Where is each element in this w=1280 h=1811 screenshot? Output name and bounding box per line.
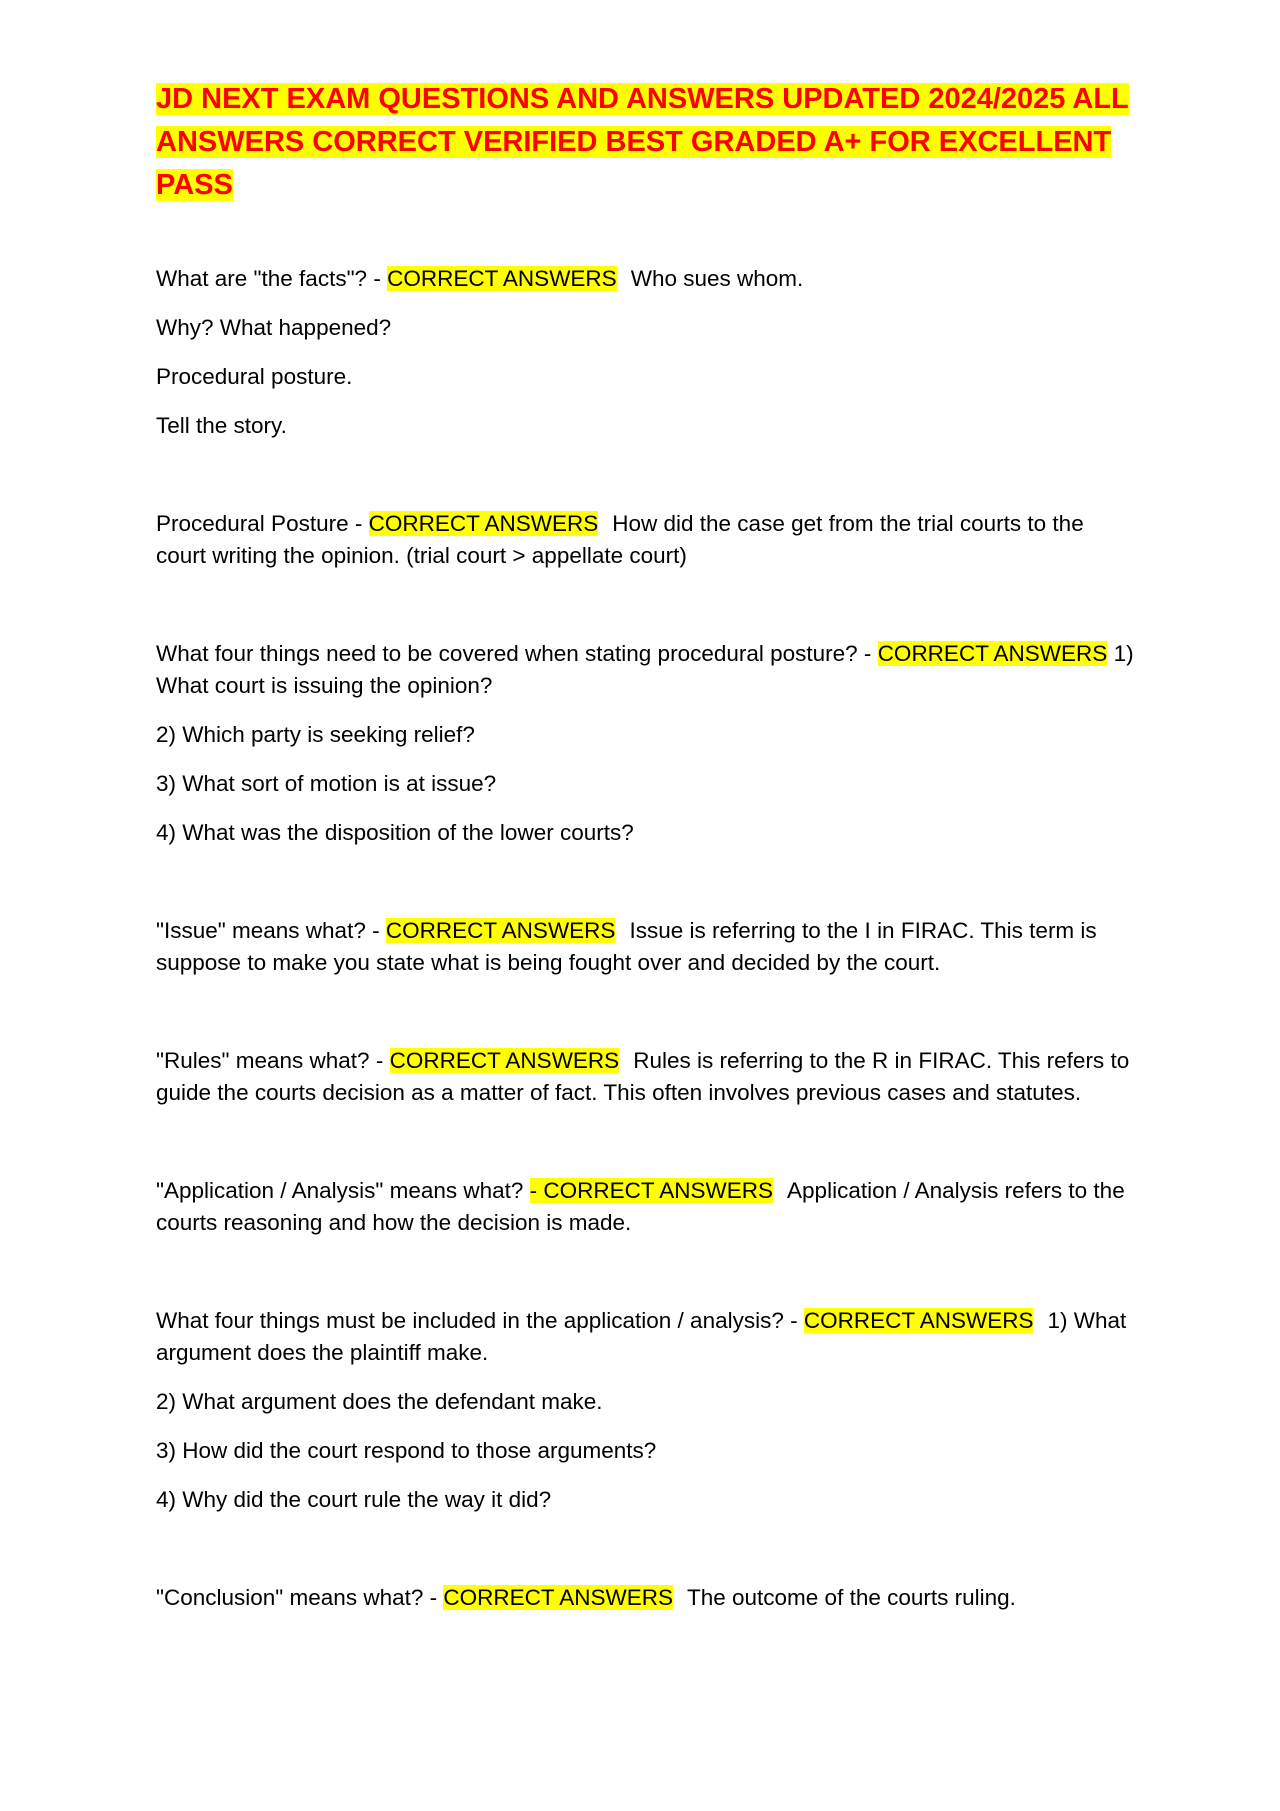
qa-item-four-things-posture	[156, 638, 1136, 849]
document-title	[156, 78, 1136, 207]
qa-item-conclusion	[156, 1582, 1136, 1614]
answer-text: Issue is referring to the I in FIRAC. This term is suppose to make you state what is being fought over and decided by the court.	[156, 918, 1097, 975]
qa-item-issue	[156, 915, 1136, 979]
qa-line	[156, 1045, 1136, 1109]
answer-line: 2) Which party is seeking relief?	[156, 722, 475, 747]
answer-text: 1) What court is issuing the opinion?	[156, 641, 1134, 698]
answer-line: 3) How did the court respond to those arguments?	[156, 1438, 657, 1463]
answer-line: 4) What was the disposition of the lower courts?	[156, 820, 634, 845]
qa-item-application-analysis	[156, 1175, 1136, 1239]
document-page	[156, 78, 1136, 1631]
qa-line	[156, 1582, 1136, 1614]
question-text: "Application / Analysis" means what?	[156, 1178, 530, 1203]
correct-answers-tag: CORRECT ANSWERS	[385, 918, 616, 943]
correct-answers-tag: CORRECT ANSWERS	[368, 511, 599, 536]
correct-answers-tag: CORRECT ANSWERS	[443, 1585, 673, 1610]
question-text: "Conclusion" means what? -	[156, 1585, 444, 1610]
correct-answers-tag: CORRECT ANSWERS	[803, 1308, 1034, 1333]
answer-text: How did the case get from the trial courts to the court writing the opinion. (trial court > appellate court)	[156, 511, 1084, 568]
answer-line: 2) What argument does the defendant make.	[156, 1389, 603, 1414]
qa-item-procedural-posture	[156, 508, 1136, 572]
question-text: "Issue" means what? -	[156, 918, 386, 943]
qa-line	[156, 1305, 1136, 1369]
answer-text: 1) What argument does the plaintiff make.	[156, 1308, 1127, 1365]
question-text: What are "the facts"? -	[156, 266, 388, 291]
answer-text: The outcome of the courts ruling.	[686, 1585, 1016, 1610]
correct-answers-tag: CORRECT ANSWERS	[877, 641, 1108, 666]
answer-text: Who sues whom.	[630, 266, 804, 291]
answer-line: 3) What sort of motion is at issue?	[156, 771, 497, 796]
answer-line: Procedural posture.	[156, 364, 353, 389]
correct-answers-tag: CORRECT ANSWERS	[387, 266, 617, 291]
correct-answers-tag: CORRECT ANSWERS	[389, 1048, 620, 1073]
document-title-text: JD NEXT EXAM QUESTIONS AND ANSWERS UPDATED 2024/2025 ALL ANSWERS CORRECT VERIFIED BEST GRADED A+ FOR EXCELLENT PASS	[156, 83, 1129, 201]
qa-item-four-things-analysis	[156, 1305, 1136, 1516]
answer-line: 4) Why did the court rule the way it did?	[156, 1487, 552, 1512]
question-text: What four things must be included in the application / analysis? -	[156, 1308, 804, 1333]
qa-line	[156, 508, 1136, 572]
answer-line: Why? What happened?	[156, 315, 392, 340]
answer-line: Tell the story.	[156, 413, 287, 438]
qa-item-facts	[156, 263, 1136, 442]
qa-line	[156, 915, 1136, 979]
qa-line	[156, 638, 1136, 702]
qa-item-rules	[156, 1045, 1136, 1109]
answer-text: Application / Analysis refers to the courts reasoning and how the decision is made.	[156, 1178, 1125, 1235]
question-text: "Rules" means what? -	[156, 1048, 390, 1073]
qa-line	[156, 1175, 1136, 1239]
question-text: What four things need to be covered when stating procedural posture? -	[156, 641, 878, 666]
correct-answers-tag: - CORRECT ANSWERS	[529, 1178, 774, 1203]
question-text: Procedural Posture -	[156, 511, 369, 536]
answer-text: Rules is referring to the R in FIRAC. This refers to guide the courts decision as a matter of fact. This often involves previous cases and statutes.	[156, 1048, 1130, 1105]
qa-line	[156, 263, 1136, 295]
